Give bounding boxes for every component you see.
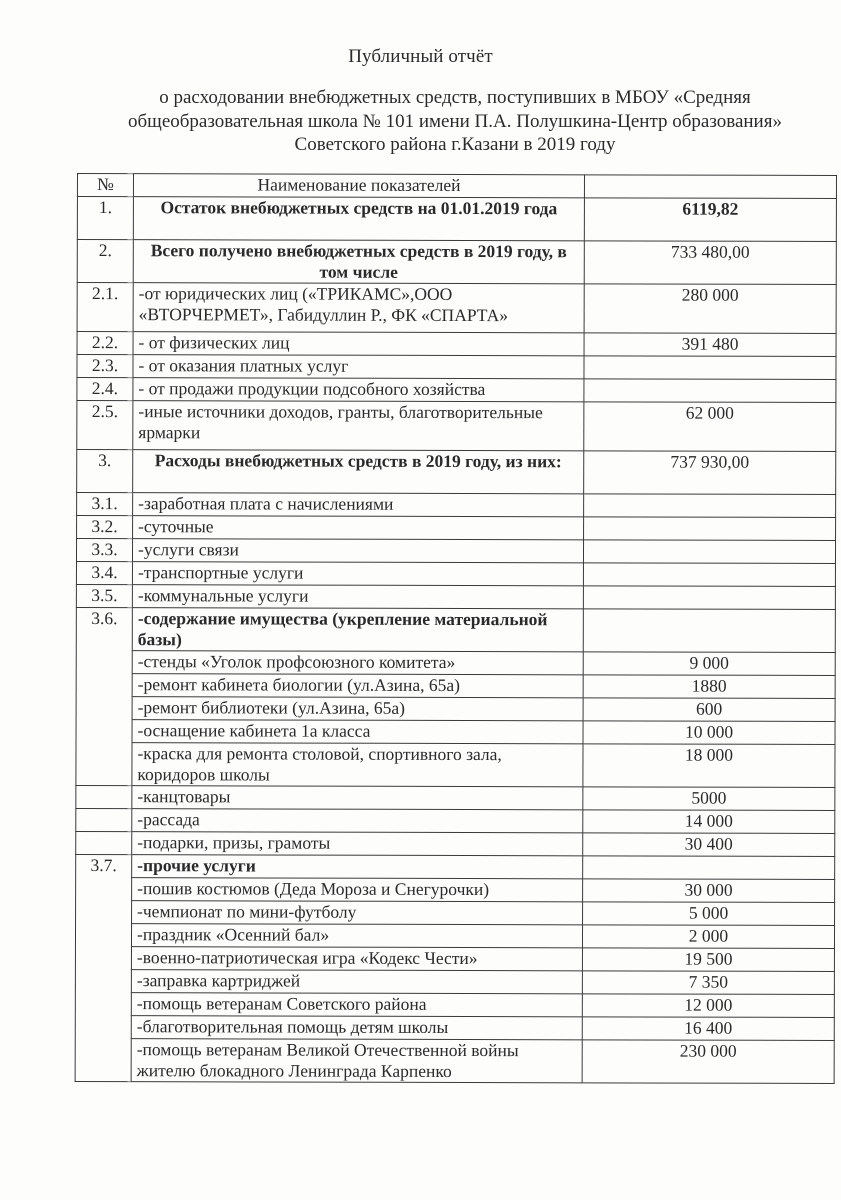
table-row — [77, 355, 836, 380]
row-name: -канцтовары — [132, 786, 583, 810]
row-name: -праздник «Осенний бал» — [131, 924, 582, 948]
report-title: Публичный отчёт — [348, 46, 493, 67]
row-num: 3.6. — [76, 607, 132, 785]
row-name: -оснащение кабинета 1а класса — [132, 720, 583, 744]
table-row — [75, 923, 834, 948]
row-value: 62 000 — [584, 402, 836, 452]
row-value: 30 400 — [583, 833, 835, 857]
row-value — [583, 540, 835, 564]
row-value: 280 000 — [584, 284, 836, 334]
row-value — [584, 379, 836, 403]
table-row — [76, 719, 835, 744]
row-value — [583, 856, 835, 880]
row-num: 3.5. — [76, 584, 132, 607]
row-value: 5 000 — [583, 902, 835, 926]
row-num: 2. — [77, 240, 133, 283]
row-name: -военно-патриотическая игра «Кодекс Чести» — [131, 947, 582, 971]
row-num: 2.5. — [77, 401, 133, 450]
row-num: 2.1. — [77, 283, 133, 332]
table-row — [76, 584, 835, 609]
row-name: -рассада — [132, 809, 583, 833]
table-row — [76, 831, 835, 856]
row-name: -прочие услуги — [132, 855, 583, 879]
row-name: -ремонт кабинета биологии (ул.Азина, 65а) — [132, 674, 583, 698]
table-header-row — [77, 174, 836, 199]
header-value — [584, 175, 836, 199]
row-value: 14 000 — [583, 810, 835, 834]
row-value — [584, 494, 836, 518]
table-row — [75, 946, 834, 971]
row-value: 16 400 — [582, 1017, 834, 1041]
row-name: -коммунальные услуги — [132, 585, 583, 609]
row-value: 12 000 — [582, 994, 834, 1018]
table-row — [76, 650, 835, 675]
row-value: 391 480 — [584, 333, 836, 357]
report-table — [75, 173, 837, 1084]
row-name: -помощь ветеранам Советского района — [131, 993, 582, 1017]
row-name: -чемпионат по мини-футболу — [132, 901, 583, 925]
row-name: -транспортные услуги — [132, 562, 583, 586]
table-row — [76, 742, 835, 787]
row-num: 3.3. — [76, 539, 132, 562]
table-row — [77, 401, 836, 452]
row-name: -суточные — [133, 516, 584, 540]
row-value: 19 500 — [582, 948, 834, 972]
table-row — [75, 992, 834, 1017]
row-num: 3.1. — [77, 493, 133, 516]
row-name: Остаток внебюджетных средств на 01.01.2019 года — [133, 197, 584, 241]
row-num: 1. — [77, 197, 133, 240]
row-value: 6119,82 — [584, 198, 836, 242]
row-name: Всего получено внебюджетных средств в 2019 году, в том числе — [133, 240, 584, 284]
row-value: 18 000 — [583, 744, 835, 788]
row-name: -содержание имущества (укрепление материальной базы) — [132, 608, 583, 652]
row-name: -услуги связи — [132, 539, 583, 563]
row-name: -благотворительная помощь детям школы — [131, 1016, 582, 1040]
row-value: 2 000 — [582, 925, 834, 949]
row-name: -подарки, призы, грамоты — [132, 832, 583, 856]
header-num: № — [77, 174, 133, 197]
table-row — [77, 283, 836, 334]
row-value — [583, 586, 835, 610]
row-value — [583, 609, 835, 653]
row-num: 2.4. — [77, 378, 133, 401]
row-value — [584, 517, 836, 541]
row-value: 733 480,00 — [584, 241, 836, 285]
row-num: 2.2. — [77, 332, 133, 355]
row-value: 600 — [583, 698, 835, 722]
row-name: -ремонт библиотеки (ул.Азина, 65а) — [132, 697, 583, 721]
row-num — [76, 785, 132, 808]
table-row — [76, 877, 835, 902]
row-num: 3.2. — [77, 516, 133, 539]
row-value: 10 000 — [583, 721, 835, 745]
table-row — [77, 332, 836, 357]
table-row — [77, 450, 836, 495]
row-name: -помощь ветеранам Великой Отечественной войны жителю блокадного Ленинграда Карпенко — [131, 1039, 582, 1083]
row-name: -стенды «Уголок профсоюзного комитета» — [132, 651, 583, 675]
table-row — [76, 562, 835, 587]
row-name: - от продажи продукции подсобного хозяйства — [133, 378, 584, 402]
table-row — [76, 696, 835, 721]
row-value: 9 000 — [583, 652, 835, 676]
table-row — [76, 854, 835, 879]
table-row — [77, 197, 836, 242]
row-name: - от оказания платных услуг — [133, 355, 584, 379]
row-name: Расходы внебюджетных средств в 2019 году, из них: — [133, 450, 584, 494]
subtitle-line: Советского района г.Казани в 2019 году — [294, 134, 616, 155]
table-row — [76, 785, 835, 810]
row-value: 5000 — [583, 787, 835, 811]
header-name: Наименование показателей — [133, 174, 584, 198]
row-name: -краска для ремонта столовой, спортивного зала, коридоров школы — [132, 743, 583, 787]
table-row — [75, 969, 834, 994]
row-value: 30 000 — [583, 879, 835, 903]
row-num — [76, 808, 132, 831]
table-row — [76, 808, 835, 833]
table-row — [75, 1015, 834, 1040]
row-value: 7 350 — [582, 971, 834, 995]
row-value: 230 000 — [582, 1040, 834, 1084]
row-name: -иные источники доходов, гранты, благотворительные ярмарки — [133, 401, 584, 451]
report-subtitle — [90, 86, 820, 157]
row-value: 737 930,00 — [584, 451, 836, 495]
row-num: 3.4. — [76, 562, 132, 585]
row-name: -пошив костюмов (Деда Мороза и Снегурочки) — [132, 878, 583, 902]
row-name: - от физических лиц — [133, 332, 584, 356]
row-num — [76, 831, 132, 854]
row-value: 1880 — [583, 675, 835, 699]
table-row — [76, 900, 835, 925]
table-row — [76, 673, 835, 698]
row-name: -от юридических лиц («ТРИКАМС»,ООО «ВТОРЧЕРМЕТ», Габидуллин Р., ФК «СПАРТА» — [133, 283, 584, 333]
table-row — [77, 493, 836, 518]
table-row — [75, 1038, 834, 1083]
row-name: -заработная плата с начислениями — [133, 493, 584, 517]
table-row — [76, 539, 835, 564]
row-num: 2.3. — [77, 355, 133, 378]
row-value — [584, 356, 836, 380]
table-row — [77, 378, 836, 403]
row-num: 3. — [77, 450, 133, 493]
table-row — [76, 607, 835, 652]
row-name: -заправка картриджей — [131, 970, 582, 994]
subtitle-line: общеобразовательная школа № 101 имени П.А. Полушкина-Центр образования» — [128, 110, 782, 132]
table-row — [77, 516, 836, 541]
row-num: 3.7. — [75, 854, 132, 1081]
table-row — [77, 240, 836, 285]
subtitle-line: о расходовании внебюджетных средств, поступивших в МБОУ «Средняя — [159, 87, 751, 108]
row-value — [583, 563, 835, 587]
